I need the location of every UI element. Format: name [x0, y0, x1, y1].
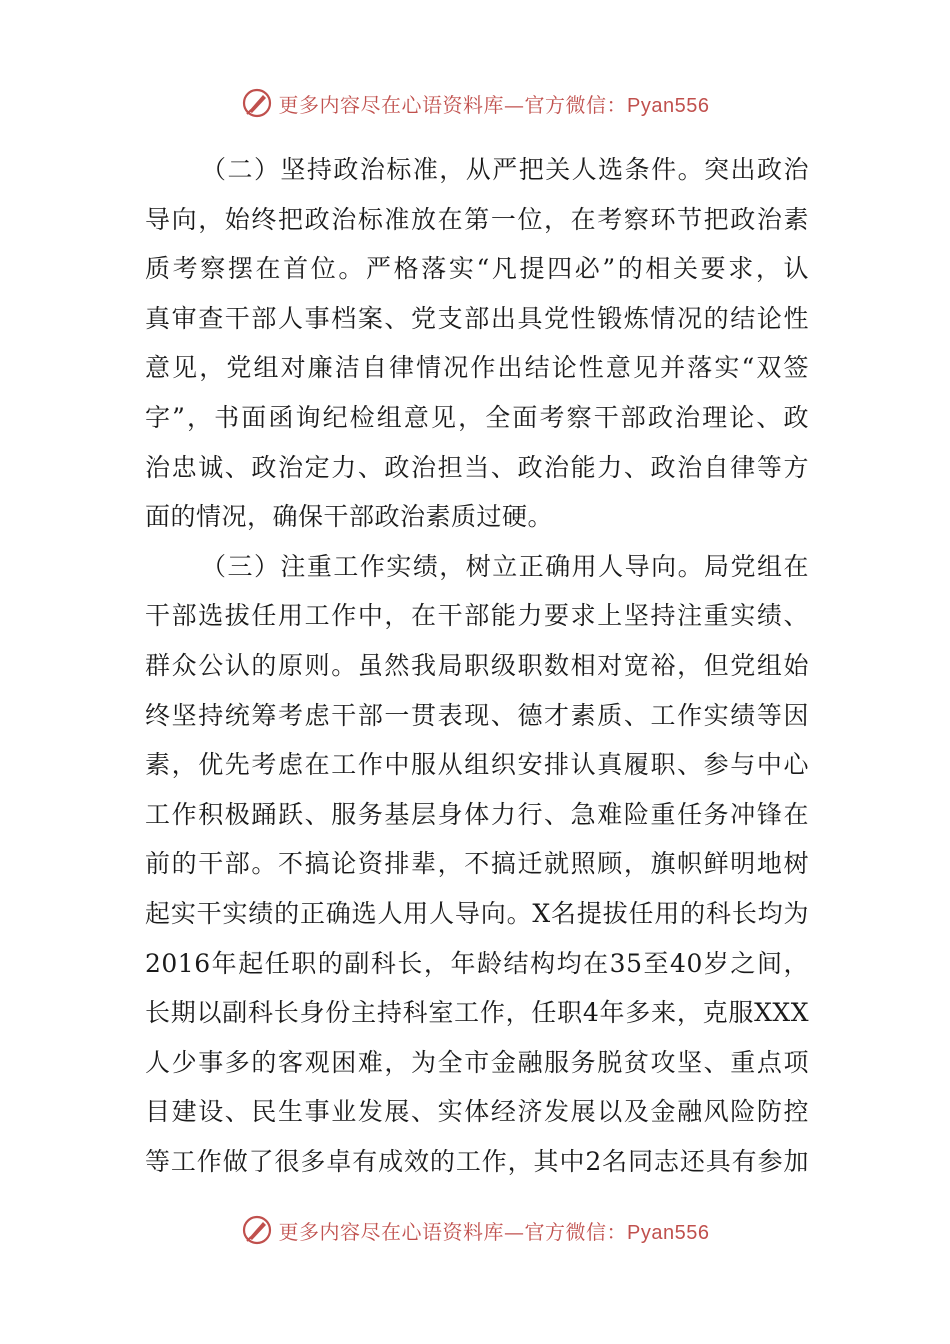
- paragraph-line: 人少事多的客观困难，为全市金融服务脱贫攻坚、重点项: [145, 1047, 809, 1077]
- wechat-id: Pyan556: [627, 1221, 710, 1244]
- document-body: [145, 145, 809, 1186]
- footer-banner: [0, 1210, 950, 1250]
- wechat-id: Pyan556: [627, 94, 710, 117]
- paragraph-line: 目建设、民生事业发展、实体经济发展以及金融风险防控: [145, 1097, 809, 1127]
- paragraph-line: 等工作做了很多卓有成效的工作，其中2名同志还具有参加: [145, 1146, 809, 1176]
- header-banner: [0, 83, 950, 123]
- banner-text: 更多内容尽在心语资料库—官方微信：Pyan556: [278, 92, 710, 117]
- paragraph-line: 素，优先考虑在工作中服从组织安排认真履职、参与中心: [145, 750, 809, 780]
- banner-text: 更多内容尽在心语资料库—官方微信：Pyan556: [278, 1219, 710, 1244]
- paragraph-line: （二）坚持政治标准，从严把关人选条件。突出政治: [201, 155, 809, 184]
- paragraph-line: 2016年起任职的副科长，年龄结构均在35至40岁之间，: [145, 948, 809, 978]
- paragraph-line: 面的情况，确保干部政治素质过硬。: [145, 502, 554, 532]
- quill-logo-icon: [241, 1214, 273, 1246]
- paragraph-line: 导向，始终把政治标准放在第一位，在考察环节把政治素: [145, 204, 809, 234]
- paragraph-line: 治忠诚、政治定力、政治担当、政治能力、政治自律等方: [145, 452, 809, 482]
- paragraph-line: 真审查干部人事档案、党支部出具党性锻炼情况的结论性: [145, 303, 809, 333]
- paragraph-line: 起实干实绩的正确选人用人导向。X名提拔任用的科长均为: [145, 898, 809, 928]
- paragraph-line: 群众公认的原则。虽然我局职级职数相对宽裕，但党组始: [145, 650, 809, 680]
- paragraph-line: （三）注重工作实绩，树立正确用人导向。局党组在: [201, 551, 809, 581]
- paragraph-line: 工作积极踊跃、服务基层身体力行、急难险重任务冲锋在: [145, 799, 809, 829]
- paragraph-line: 字”，书面函询纪检组意见，全面考察干部政治理论、政: [145, 402, 809, 432]
- paragraph-line: 干部选拔任用工作中，在干部能力要求上坚持注重实绩、: [145, 601, 809, 631]
- paragraph-line: 质考察摆在首位。严格落实“凡提四必”的相关要求，认: [145, 254, 809, 284]
- paragraph-line: 终坚持统筹考虑干部一贯表现、德才素质、工作实绩等因: [145, 700, 809, 730]
- paragraph-line: 意见，党组对廉洁自律情况作出结论性意见并落实“双签: [145, 353, 809, 383]
- paragraph-line: 前的干部。不搞论资排辈，不搞迁就照顾，旗帜鲜明地树: [145, 849, 809, 879]
- quill-logo-icon: [241, 87, 273, 119]
- paragraph-line: 长期以副科长身份主持科室工作，任职4年多来，克服XXX: [145, 998, 809, 1028]
